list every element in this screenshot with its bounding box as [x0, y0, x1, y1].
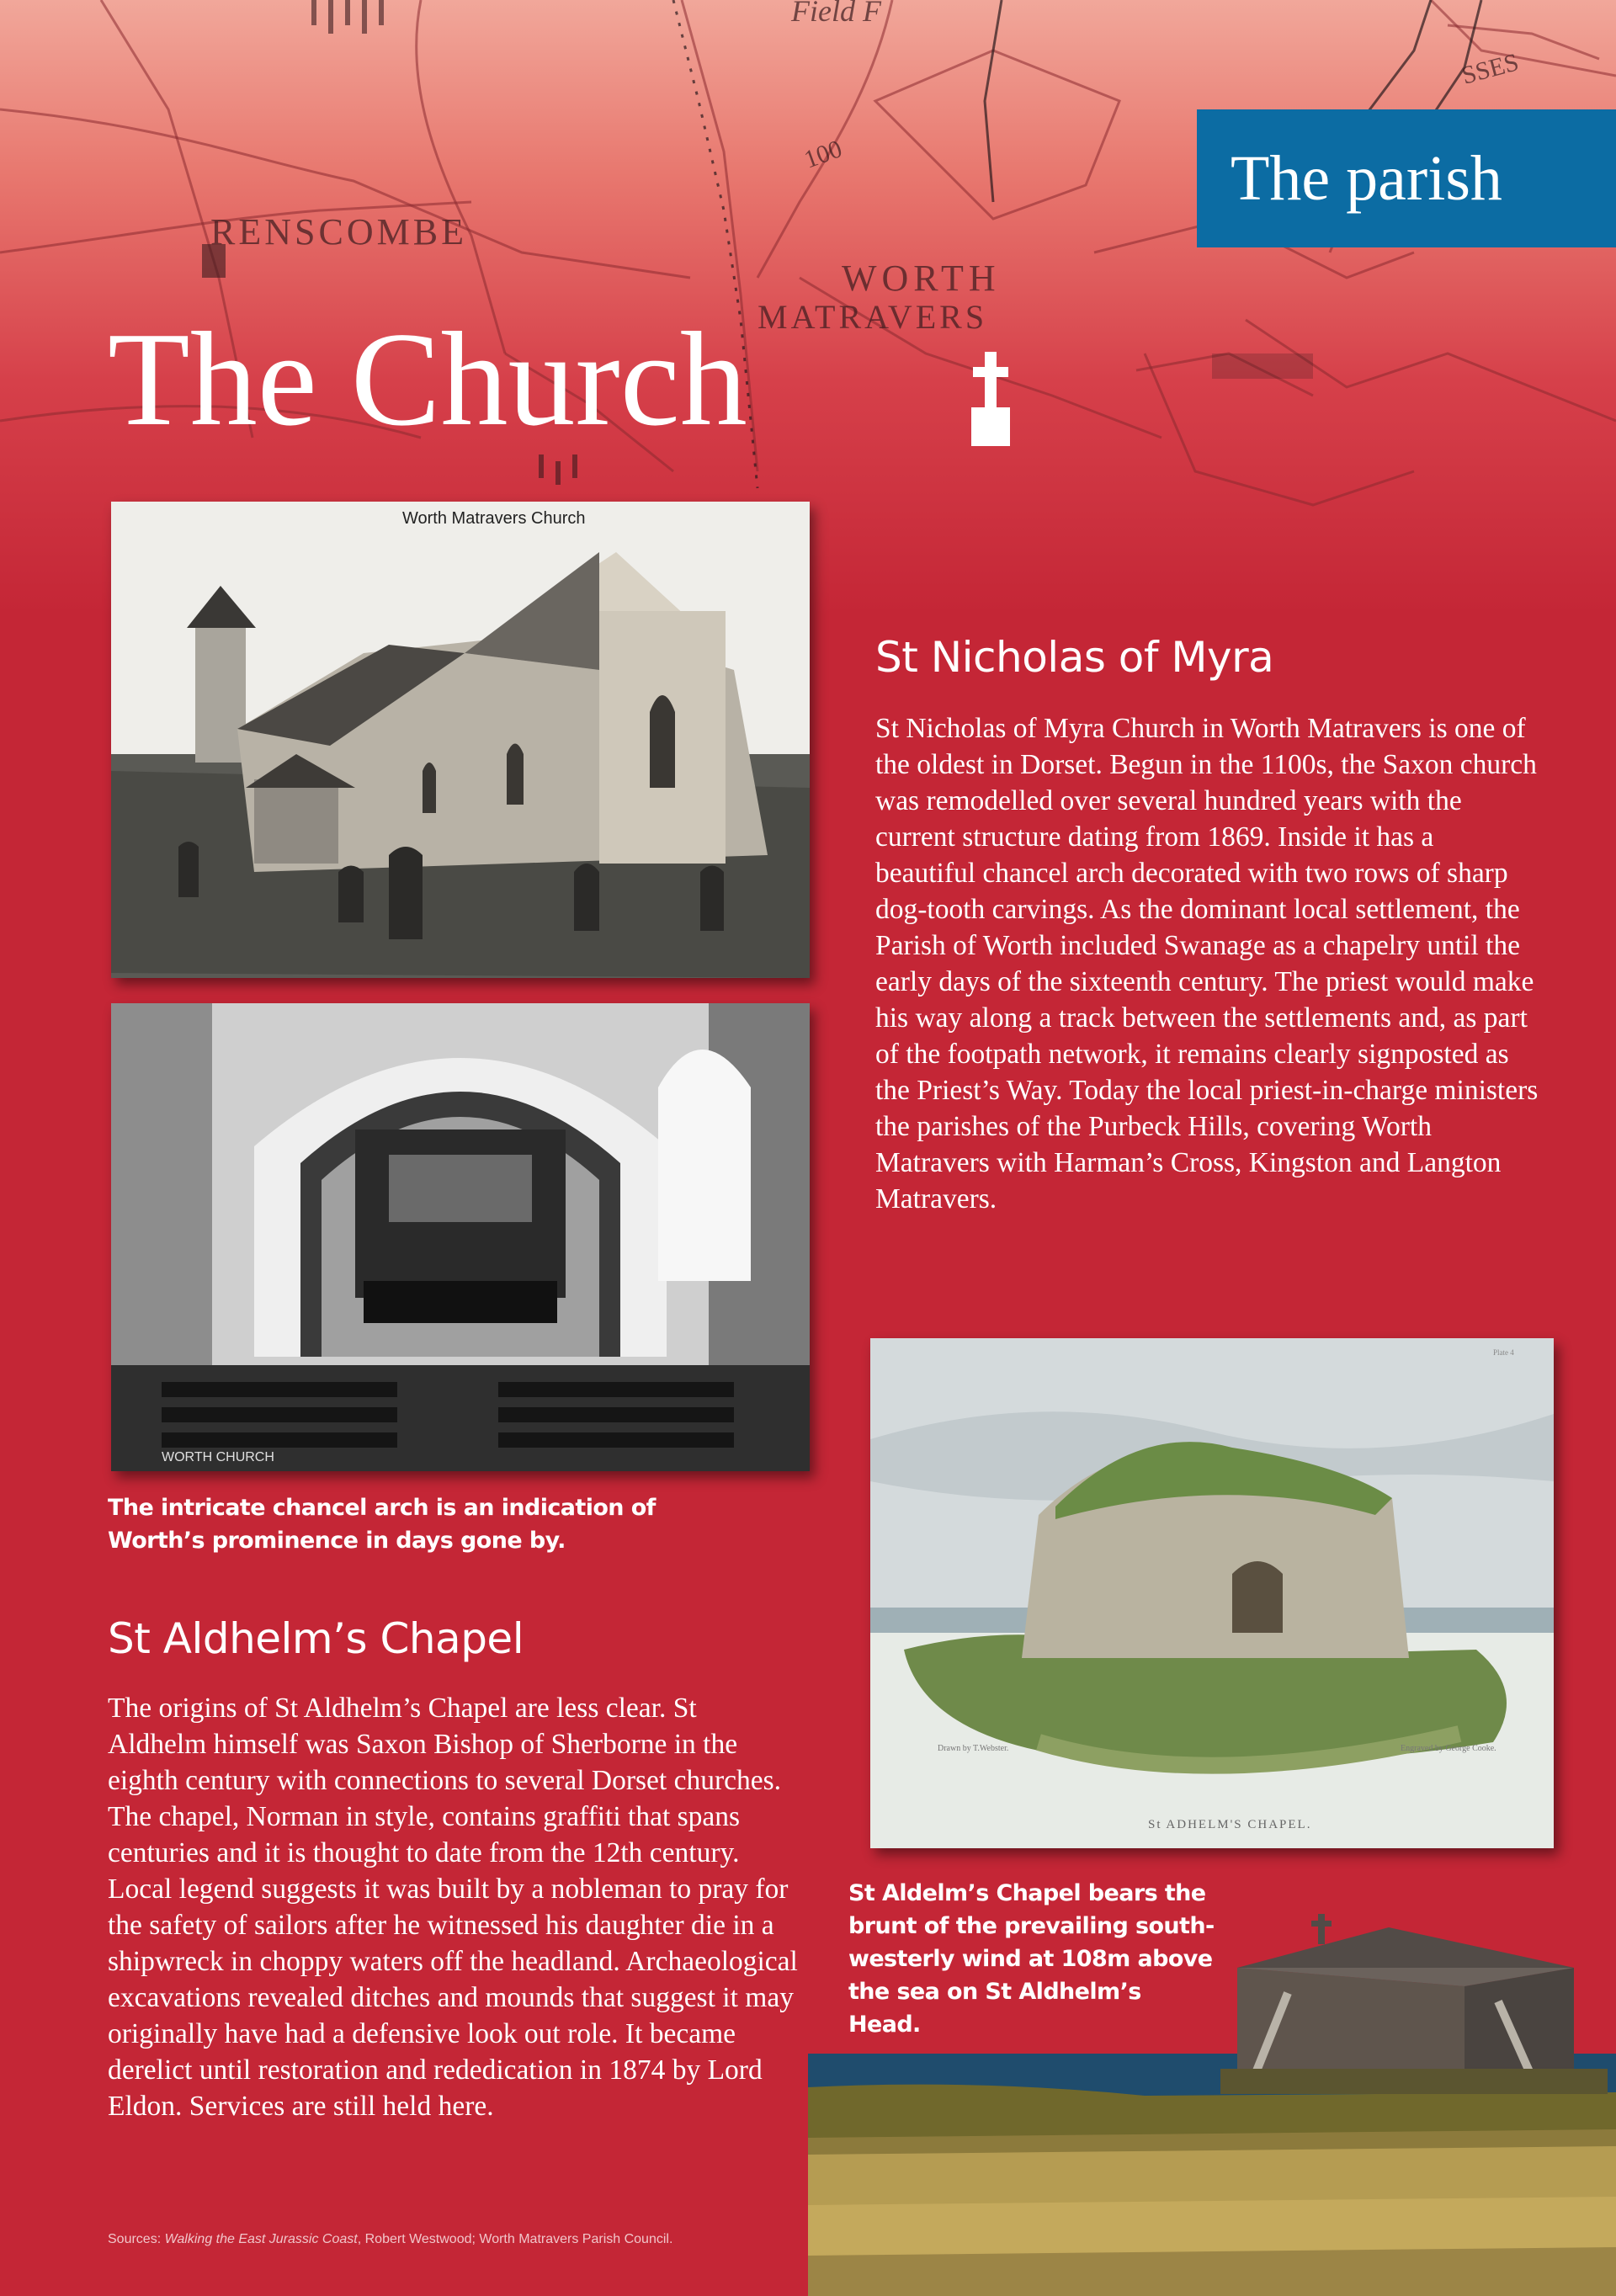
section-tab [1197, 109, 1616, 247]
chapel-engraving [870, 1338, 1554, 1848]
map-label-height: 100 [800, 135, 846, 174]
chapel-building [1220, 1909, 1608, 2094]
sources-note [108, 2232, 672, 2247]
body-st-nicholas: St Nicholas of Myra Church in Worth Matravers is one of the oldest in Dorset. Begun in the 1100s, the Saxon church was remodelled over several hundred years with the current structure dating from 1869. Inside it has a beautiful chancel arch decorated with two rows of sharp dog-tooth carvings. As the dominant local settlement, the Parish of Worth included Swanage as a chapelry until the early days of the sixteenth century. The priest would make his way along a track between the settlements and, as part of the footpath network, it remains clearly signposted as the Priest’s Way. Today the local priest-in-charge ministers the parishes of the Purbeck Hills, covering Worth Matravers with Harman’s Cross, Kingston and Langton Matravers. [875, 713, 1539, 1214]
sources-prefix: Sources: [108, 2232, 165, 2246]
sources-rest: , Robert Westwood; Worth Matravers Parish Council. [357, 2232, 673, 2246]
heading-aldhelm-chapel: St Aldhelm’s Chapel [108, 1614, 524, 1663]
engraving-plate: Plate 4 [1493, 1348, 1514, 1357]
church-exterior-photo [111, 502, 810, 978]
engraving-credit-left: Drawn by T.Webster. [938, 1744, 1009, 1753]
map-label-corner: SSES [1459, 48, 1522, 90]
body-aldhelm-chapel: The origins of St Aldhelm’s Chapel are less clear. St Aldhelm himself was Saxon Bishop of Sherborne in the eighth century with connections to several Dorset churches. The chapel, Norman in style, contains graffiti that spans centuries and it is thought to date from the 12th century. Local legend suggests it was built by a nobleman to pray for the safety of sailors after he witnessed his daughter die in a shipwreck in choppy waters off the headland. Archaeological excavations revealed ditches and mounds that suggest it may originally have had a defensive look out role. It became derelict until restoration and rededication in 1874 by Lord Eldon. Services are still held here. [108, 1693, 798, 2122]
caption-chapel: St Aldelm’s Chapel bears the brunt of the prevailing south-westerly wind at 108m above the sea on St Aldhelm’s Head. [848, 1880, 1215, 2038]
map-label-renscombe: RENSCOMBE [210, 211, 467, 252]
page-title: The Church [108, 304, 747, 454]
engraving-credit-right: Engraved by George Cooke. [1401, 1744, 1496, 1753]
sources-book: Walking the East Jurassic Coast [164, 2232, 358, 2246]
map-label-matravers: MATRAVERS [758, 298, 988, 336]
church-exterior-label: Worth Matravers Church [402, 509, 586, 528]
church-interior-photo [111, 1003, 810, 1471]
section-tab-label: The parish [1231, 142, 1502, 214]
map-label-worth: WORTH [842, 258, 1001, 299]
heading-st-nicholas: St Nicholas of Myra [875, 633, 1274, 682]
engraving-title: St ADHELM'S CHAPEL. [1148, 1818, 1312, 1831]
church-cross-icon [968, 352, 1013, 446]
caption-chancel: The intricate chancel arch is an indication of Worth’s prominence in days gone by. [108, 1495, 656, 1554]
church-interior-label: WORTH CHURCH [162, 1450, 274, 1464]
map-label-field: Field F [791, 0, 881, 28]
